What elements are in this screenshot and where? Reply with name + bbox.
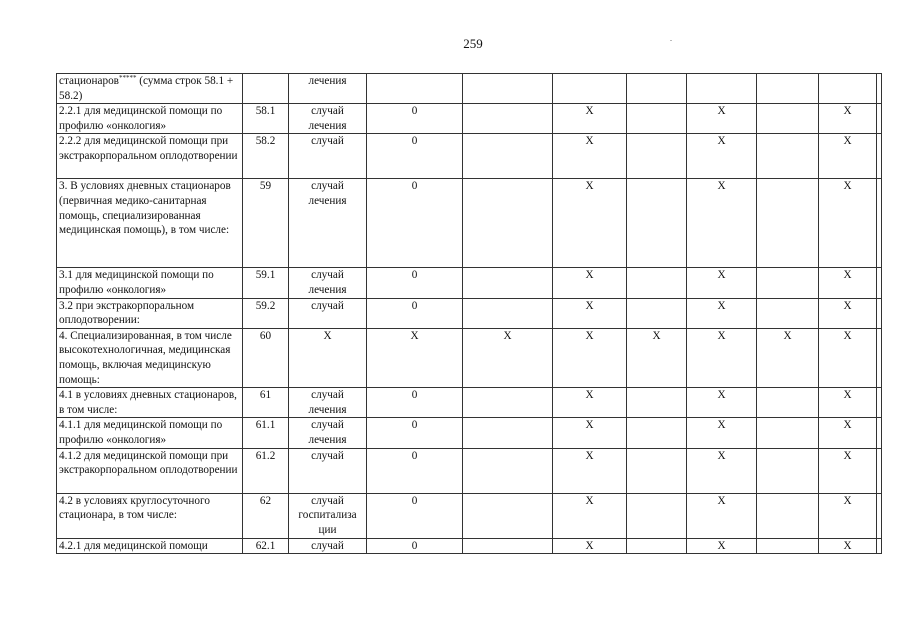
row-name-cell bbox=[57, 493, 243, 538]
row-unit: случай bbox=[289, 538, 367, 554]
value-cell bbox=[877, 493, 882, 538]
value-cell bbox=[627, 418, 687, 448]
table-row bbox=[57, 418, 882, 448]
value-cell: Х bbox=[819, 298, 877, 328]
value-cell bbox=[463, 268, 553, 298]
value-cell: Х bbox=[757, 328, 819, 387]
scan-speck bbox=[670, 40, 672, 41]
value-cell: Х bbox=[687, 328, 757, 387]
row-code: 59.1 bbox=[243, 268, 289, 298]
value-cell bbox=[757, 448, 819, 493]
row-name-cell bbox=[57, 104, 243, 134]
row-name: 4.1.2 для медицинской помощи при экстракорпоральном оплодотворении bbox=[59, 449, 238, 477]
value-cell: Х bbox=[819, 448, 877, 493]
value-cell: Х bbox=[553, 298, 627, 328]
value-cell bbox=[627, 493, 687, 538]
row-unit: случай госпитализа ции bbox=[289, 493, 367, 538]
value-cell: Х bbox=[553, 448, 627, 493]
value-cell: Х bbox=[819, 134, 877, 179]
row-unit: случай bbox=[289, 448, 367, 493]
value-cell bbox=[463, 448, 553, 493]
value-cell: 0 bbox=[367, 418, 463, 448]
value-cell bbox=[877, 298, 882, 328]
row-name: 4.2 в условиях круглосуточного стационара, в том числе: bbox=[59, 494, 210, 522]
table-body bbox=[57, 74, 882, 554]
value-cell bbox=[627, 388, 687, 418]
row-name-cell bbox=[57, 418, 243, 448]
row-code: 59.2 bbox=[243, 298, 289, 328]
value-cell bbox=[627, 104, 687, 134]
value-cell: Х bbox=[553, 179, 627, 268]
row-name: 3. В условиях дневных стационаров (первичная медико-санитарная помощь, специализированная медицинская помощь), в том числе: bbox=[59, 180, 231, 237]
value-cell bbox=[757, 134, 819, 179]
value-cell bbox=[757, 388, 819, 418]
row-code: 58.1 bbox=[243, 104, 289, 134]
table-row bbox=[57, 328, 882, 387]
value-cell: Х bbox=[819, 268, 877, 298]
page-number: 259 bbox=[463, 36, 483, 51]
value-cell bbox=[877, 448, 882, 493]
value-cell: Х bbox=[687, 388, 757, 418]
value-cell: Х bbox=[687, 493, 757, 538]
value-cell bbox=[757, 538, 819, 554]
table-row bbox=[57, 268, 882, 298]
value-cell bbox=[553, 74, 627, 104]
value-cell: Х bbox=[819, 179, 877, 268]
row-code: 61.1 bbox=[243, 418, 289, 448]
value-cell: 0 bbox=[367, 448, 463, 493]
value-cell bbox=[627, 74, 687, 104]
row-unit: лечения bbox=[289, 74, 367, 104]
medical-care-table bbox=[56, 73, 882, 554]
row-name-cell bbox=[57, 179, 243, 268]
value-cell: Х bbox=[553, 538, 627, 554]
row-unit: случай лечения bbox=[289, 179, 367, 268]
value-cell bbox=[877, 388, 882, 418]
value-cell bbox=[877, 538, 882, 554]
row-name: 4. Специализированная, в том числе высокотехнологичная, медицинская помощь, включая медицинскую помощь: bbox=[59, 329, 232, 386]
row-name-cell bbox=[57, 538, 243, 554]
value-cell: Х bbox=[553, 418, 627, 448]
value-cell bbox=[463, 179, 553, 268]
value-cell: Х bbox=[687, 298, 757, 328]
value-cell bbox=[463, 418, 553, 448]
table-row bbox=[57, 388, 882, 418]
row-name-cell bbox=[57, 448, 243, 493]
table-row bbox=[57, 179, 882, 268]
value-cell bbox=[819, 74, 877, 104]
value-cell bbox=[463, 538, 553, 554]
table-row bbox=[57, 298, 882, 328]
value-cell bbox=[627, 268, 687, 298]
value-cell bbox=[463, 74, 553, 104]
row-code: 61 bbox=[243, 388, 289, 418]
row-code: 59 bbox=[243, 179, 289, 268]
table-row bbox=[57, 104, 882, 134]
value-cell bbox=[757, 298, 819, 328]
row-name: 3.2 при экстракорпоральном оплодотворении: bbox=[59, 299, 195, 327]
value-cell bbox=[367, 74, 463, 104]
row-name-continuation: (сумма строк 58.1 + 58.2) bbox=[59, 75, 234, 102]
value-cell: Х bbox=[687, 538, 757, 554]
row-unit: Х bbox=[289, 328, 367, 387]
row-code: 62.1 bbox=[243, 538, 289, 554]
value-cell bbox=[877, 134, 882, 179]
row-name: 4.2.1 для медицинской помощи bbox=[59, 539, 208, 552]
row-name: 2.2.1 для медицинской помощи по профилю «онкология» bbox=[59, 105, 223, 132]
row-code: 58.2 bbox=[243, 134, 289, 179]
value-cell: Х bbox=[463, 328, 553, 387]
value-cell bbox=[877, 418, 882, 448]
value-cell: Х bbox=[687, 268, 757, 298]
value-cell: Х bbox=[819, 388, 877, 418]
row-name-cell bbox=[57, 268, 243, 298]
row-name: 3.1 для медицинской помощи по профилю «онкология» bbox=[59, 269, 214, 296]
row-name-cell bbox=[57, 134, 243, 179]
row-unit: случай bbox=[289, 298, 367, 328]
value-cell bbox=[877, 104, 882, 134]
value-cell bbox=[877, 179, 882, 268]
row-name: 4.1 в условиях дневных стационаров, в том числе: bbox=[59, 389, 237, 416]
value-cell: Х bbox=[687, 104, 757, 134]
value-cell: Х bbox=[819, 104, 877, 134]
row-name: стационаров bbox=[59, 75, 119, 87]
value-cell: Х bbox=[819, 538, 877, 554]
value-cell: Х bbox=[627, 328, 687, 387]
value-cell bbox=[877, 74, 882, 104]
table-row bbox=[57, 538, 882, 554]
row-code bbox=[243, 74, 289, 104]
row-code: 62 bbox=[243, 493, 289, 538]
value-cell: Х bbox=[687, 179, 757, 268]
value-cell bbox=[627, 538, 687, 554]
row-name-cell bbox=[57, 298, 243, 328]
value-cell bbox=[463, 104, 553, 134]
value-cell bbox=[757, 179, 819, 268]
value-cell: Х bbox=[553, 268, 627, 298]
value-cell: Х bbox=[819, 493, 877, 538]
row-code: 61.2 bbox=[243, 448, 289, 493]
value-cell: 0 bbox=[367, 388, 463, 418]
row-unit: случай bbox=[289, 134, 367, 179]
table-row bbox=[57, 493, 882, 538]
row-name: 4.1.1 для медицинской помощи по профилю «онкология» bbox=[59, 419, 223, 446]
table-row bbox=[57, 74, 882, 104]
value-cell bbox=[627, 448, 687, 493]
value-cell bbox=[757, 418, 819, 448]
value-cell bbox=[463, 388, 553, 418]
row-code: 60 bbox=[243, 328, 289, 387]
value-cell bbox=[877, 328, 882, 387]
row-unit: случай лечения bbox=[289, 388, 367, 418]
footnote-mark: ***** bbox=[118, 74, 137, 82]
value-cell bbox=[627, 134, 687, 179]
value-cell bbox=[463, 134, 553, 179]
row-unit: случай лечения bbox=[289, 104, 367, 134]
value-cell bbox=[687, 74, 757, 104]
value-cell bbox=[463, 493, 553, 538]
value-cell bbox=[757, 268, 819, 298]
row-name-cell bbox=[57, 388, 243, 418]
value-cell: 0 bbox=[367, 104, 463, 134]
table-row bbox=[57, 134, 882, 179]
value-cell: Х bbox=[819, 328, 877, 387]
value-cell: 0 bbox=[367, 493, 463, 538]
table-row bbox=[57, 448, 882, 493]
value-cell bbox=[757, 493, 819, 538]
value-cell: 0 bbox=[367, 179, 463, 268]
value-cell: Х bbox=[687, 418, 757, 448]
value-cell: Х bbox=[553, 493, 627, 538]
value-cell: Х bbox=[687, 448, 757, 493]
value-cell bbox=[627, 179, 687, 268]
value-cell: 0 bbox=[367, 134, 463, 179]
value-cell bbox=[877, 268, 882, 298]
value-cell: 0 bbox=[367, 538, 463, 554]
value-cell: Х bbox=[367, 328, 463, 387]
value-cell: Х bbox=[553, 388, 627, 418]
value-cell: Х bbox=[553, 134, 627, 179]
row-name-cell bbox=[57, 74, 243, 104]
row-unit: случай лечения bbox=[289, 418, 367, 448]
value-cell: 0 bbox=[367, 298, 463, 328]
value-cell bbox=[463, 298, 553, 328]
value-cell: Х bbox=[819, 418, 877, 448]
value-cell: Х bbox=[553, 328, 627, 387]
row-name-cell bbox=[57, 328, 243, 387]
value-cell bbox=[757, 74, 819, 104]
value-cell bbox=[627, 298, 687, 328]
value-cell bbox=[757, 104, 819, 134]
value-cell: Х bbox=[687, 134, 757, 179]
value-cell: 0 bbox=[367, 268, 463, 298]
value-cell: Х bbox=[553, 104, 627, 134]
row-unit: случай лечения bbox=[289, 268, 367, 298]
row-name: 2.2.2 для медицинской помощи при экстракорпоральном оплодотворении bbox=[59, 135, 238, 162]
